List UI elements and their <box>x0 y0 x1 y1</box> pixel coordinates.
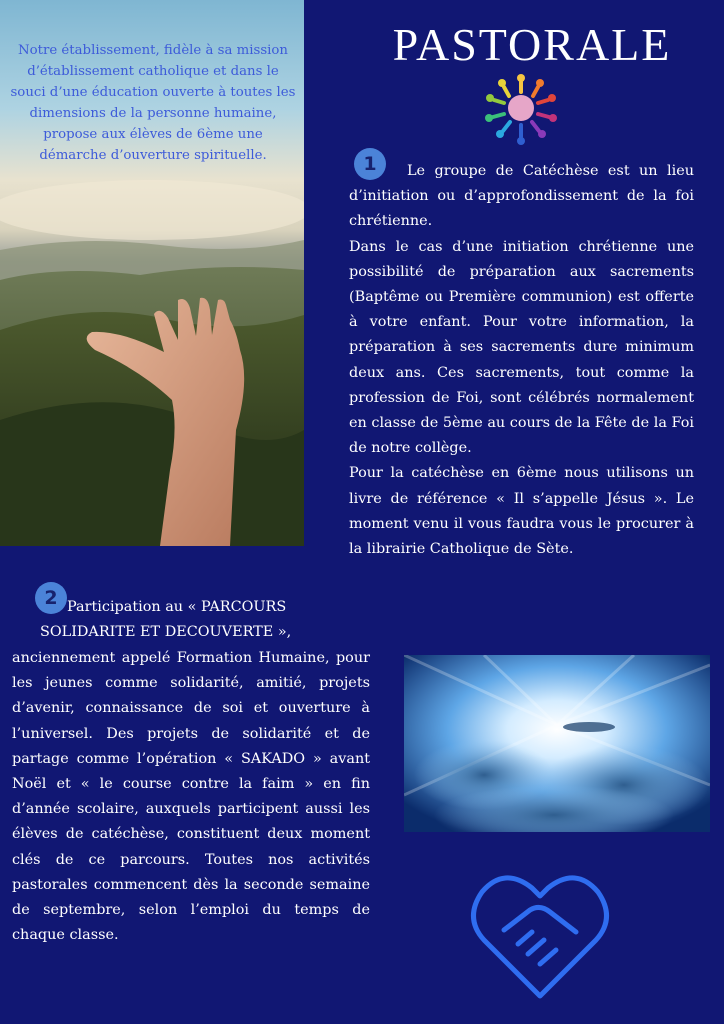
parcours-heading <box>40 595 370 645</box>
catechese-paragraph-1: Le groupe de Catéchèse est un lieu d’initiation ou d’approfondissement de la foi chrétienne. <box>349 163 694 230</box>
parcours-heading-line-1: Participation au « PARCOURS <box>67 599 287 615</box>
people-circle-logo <box>478 70 564 150</box>
section-number-badge-2: 2 <box>35 582 67 614</box>
intro-text: Notre établissement, fidèle à sa mission d’établissement catholique et dans le souci d’une éducation ouverte à toutes les dimensions de la personne humaine, propose aux élèves de 6ème une démarche d’ouverture spirituelle. <box>10 43 296 163</box>
section-catechese <box>349 159 694 562</box>
clouds-light-photo <box>404 655 710 832</box>
catechese-paragraph-2: Dans le cas d’une initiation chrétienne une possibilité de préparation aux sacrements (Baptême ou Première communion) est offerte à votre enfant. Pour votre information, la préparation à ses sacrements dure minimum deux ans. Ces sacrements, tout comme la profession de Foi, sont célébrés normalement en classe de 5ème au cours de la Fête de la Foi de notre collège. <box>349 238 694 457</box>
page-title: PASTORALE <box>392 19 672 70</box>
heart-handshake-icon <box>470 870 610 1002</box>
section-number-badge-1: 1 <box>354 148 386 180</box>
parcours-body: anciennement appelé Formation Humaine, pour les jeunes comme solidarité, amitié, projets d’avenir, connaissance de soi et ouverture à l’universel. Des projets de solidarité et de partage comme l’opération « SAKADO » avant Noël et « le course contre la faim » en fin d’année scolaire, auxquels participent aussi les élèves de catéchèse, constituent deux moment clés de ce parcours. Toutes nos activités pastorales commencent dès la seconde semaine de septembre, selon l’emploi du temps de chaque classe. <box>12 650 370 944</box>
parcours-heading-line-2: SOLIDARITE ET DECOUVERTE », <box>40 624 292 640</box>
catechese-paragraph-3: Pour la catéchèse en 6ème nous utilisons un livre de référence « Il s’appelle Jésus ». Le moment venu il vous faudra vous le procurer à la librairie Catholique de Sète. <box>349 465 694 558</box>
